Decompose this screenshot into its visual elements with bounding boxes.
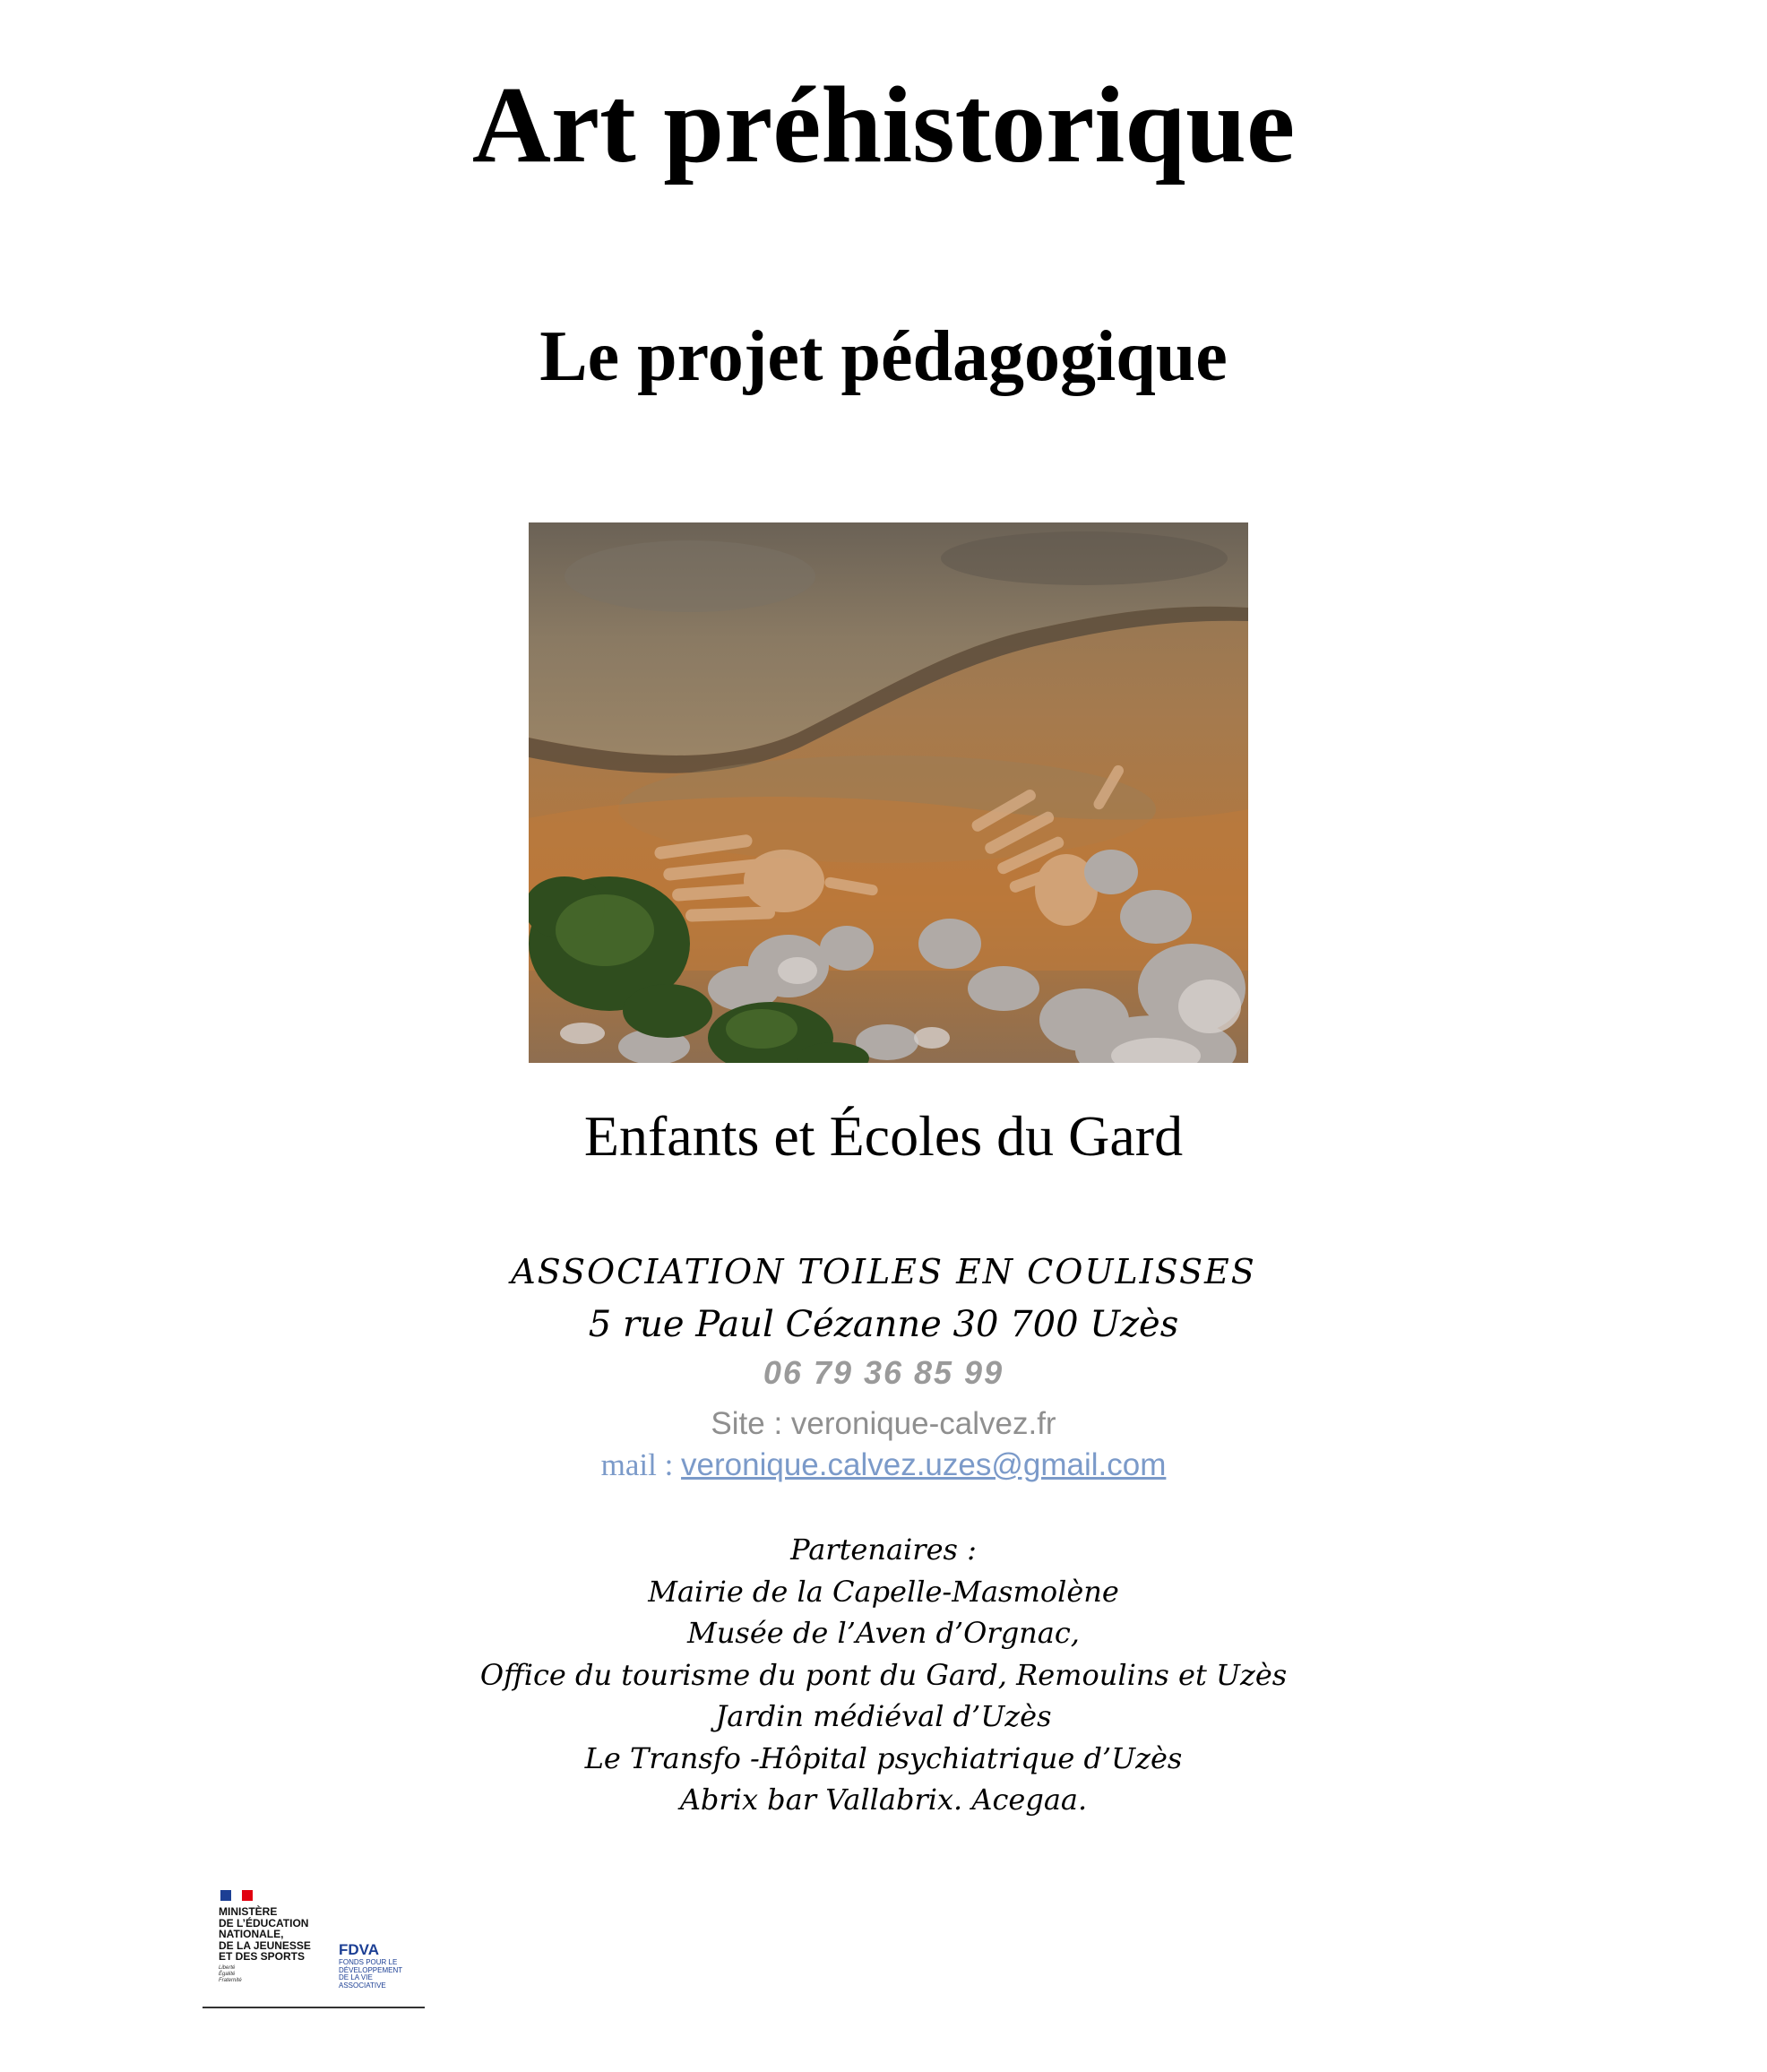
partners-heading: Partenaires : xyxy=(790,1532,977,1567)
fdva-description xyxy=(339,1959,402,1990)
partner-item: Musée de l’Aven d’Orgnac, xyxy=(687,1616,1080,1650)
mail-line xyxy=(0,1445,1767,1486)
partner-item: Le Transfo -Hôpital psychiatrique d’Uzès xyxy=(584,1740,1183,1775)
motto-line: Fraternité xyxy=(219,1978,242,1983)
fdva-label: FDVA xyxy=(339,1941,380,1958)
page-subtitle: Le projet pédagogique xyxy=(539,317,1228,396)
ministry-line: NATIONALE, xyxy=(219,1928,284,1940)
fdva-line: DE LA VIE xyxy=(339,1973,373,1981)
partner-item: Jardin médiéval d’Uzès xyxy=(715,1699,1052,1733)
republic-motto xyxy=(219,1965,242,1984)
fdva-line: FONDS POUR LE xyxy=(339,1958,398,1966)
association-name: ASSOCIATION TOILES EN COULISSES xyxy=(511,1252,1256,1291)
mail-label: mail : xyxy=(600,1447,682,1482)
ministry-line: MINISTÈRE xyxy=(219,1905,278,1918)
partner-item: Mairie de la Capelle-Masmolène xyxy=(648,1574,1119,1609)
fdva-line: DÉVELOPPEMENT xyxy=(339,1965,403,1974)
website-text: Site : veronique-calvez.fr xyxy=(711,1406,1056,1441)
tagline: Enfants et Écoles du Gard xyxy=(583,1104,1184,1168)
ministry-line: DE L’ÉDUCATION xyxy=(219,1916,309,1930)
motto-line: Égalité xyxy=(219,1972,236,1977)
ministry-line: DE LA JEUNESSE xyxy=(219,1938,311,1952)
mail-link[interactable]: veronique.calvez.uzes@gmail.com xyxy=(681,1447,1167,1482)
rock-art-photo xyxy=(529,522,1248,1063)
partner-item: Office du tourisme du pont du Gard, Remoulins et Uzès xyxy=(479,1657,1288,1692)
ministry-line: ET DES SPORTS xyxy=(219,1950,306,1963)
phone-number: 06 79 36 85 99 xyxy=(763,1354,1004,1391)
partner-item: Abrix bar Vallabrix. Acegaa. xyxy=(679,1783,1088,1817)
ministry-fdva-logo xyxy=(203,1881,425,2008)
partners-block xyxy=(0,1529,1767,1821)
page-title: Art préhistorique xyxy=(471,65,1296,186)
association-address: 5 rue Paul Cézanne 30 700 Uzès xyxy=(588,1304,1179,1345)
ministry-name xyxy=(219,1906,311,1963)
motto-line: Liberté xyxy=(219,1965,236,1971)
fdva-line: ASSOCIATIVE xyxy=(339,1981,386,1990)
french-flag-icon xyxy=(220,1890,253,1901)
